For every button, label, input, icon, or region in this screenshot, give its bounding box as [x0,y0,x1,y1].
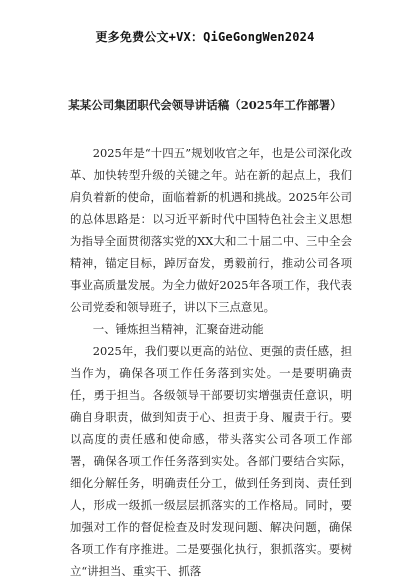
document-body [70,142,352,582]
promo-banner: 更多免费公文+VX：QiGeGongWen2024 [95,30,315,44]
section-1-paragraph: 2025年，我们要以更高的站位、更强的责任感，担当作为，确保各项工作任务落到实处。一是要明确责任，勇于担当。各级领导干部要切实增强责任意识，明确自身职责，做到知责于心、担责于身、履责于行。要以高度的责任感和使命感，带头落实公司各项工作部署，确保各项工作任务落到实处。各部门要结合实际，细化分解任务，明确责任分工，做到任务到岗、责任到人，形成一级抓一级层层抓落实的工作格局。同时，要加强对工作的督促检查及时发现问题、解决问题，确保各项工作有序推进。二是要强化执行，狠抓落实。要树立“讲担当、重实干、抓落 [70,344,352,578]
section-heading-1: 一、锤炼担当精神，汇聚奋进动能 [92,322,264,336]
intro-paragraph: 2025年是“十四五”规划收官之年，也是公司深化改革、加快转型升级的关键之年。站在新的起点上，我们肩负着新的使命，面临着新的机遇和挑战。2025年公司的总体思路是：以习近平新时代中国特色社会主义思想为指导全面贯彻落实党的XX大和二十届二中、三中全会精神，锚定目标，踔厉奋发，勇毅前行，推动公司各项事业高质量发展。为全力做好2025年各项工作，我代表公司党委和领导班子，讲以下三点意见。 [70,146,352,314]
document-title: 某某公司集团职代会领导讲话稿（2025年工作部署） [68,98,342,112]
